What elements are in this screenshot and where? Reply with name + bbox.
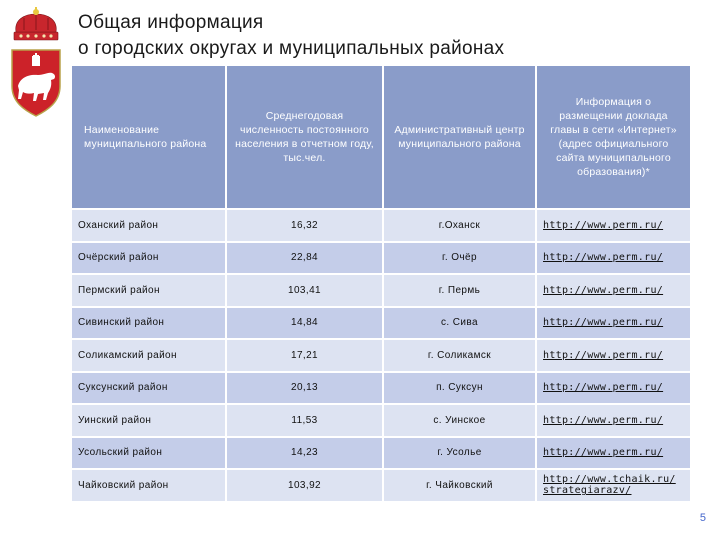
district-name-cell: Соликамский район (72, 339, 226, 372)
population-cell: 22,84 (226, 242, 383, 275)
page-number: 5 (699, 512, 706, 524)
district-name-cell: Усольский район (72, 437, 226, 470)
district-name-cell: Суксунский район (72, 372, 226, 405)
title-line-2: о городских округах и муниципальных районах (78, 38, 505, 59)
admin-center-cell: г. Очёр (383, 242, 536, 275)
admin-center-cell: г. Пермь (383, 274, 536, 307)
website-link[interactable]: http://www.perm.ru/ (543, 414, 664, 426)
district-name-cell: Чайковский район (72, 469, 226, 501)
districts-table (72, 66, 690, 501)
table-row (72, 209, 690, 242)
website-link[interactable]: http://www.tchaik.ru/ strategiarazv/ (543, 474, 676, 497)
website-cell (536, 242, 690, 275)
population-cell: 20,13 (226, 372, 383, 405)
page-title (78, 10, 678, 62)
population-cell: 14,23 (226, 437, 383, 470)
population-cell: 103,41 (226, 274, 383, 307)
district-name-cell: Пермский район (72, 274, 226, 307)
district-name-cell: Уинский район (72, 404, 226, 437)
website-cell (536, 469, 690, 501)
table-header-row (72, 66, 690, 209)
admin-center-cell: с. Сива (383, 307, 536, 340)
table-row (72, 437, 690, 470)
district-name-cell: Очёрский район (72, 242, 226, 275)
population-cell: 103,92 (226, 469, 383, 501)
website-cell (536, 437, 690, 470)
website-cell (536, 372, 690, 405)
admin-center-cell: г. Усолье (383, 437, 536, 470)
table-row (72, 339, 690, 372)
admin-center-cell: г.Оханск (383, 209, 536, 242)
website-cell (536, 209, 690, 242)
column-header-population: Среднегодовая численность постоянного населения в отчетном году, тыс.чел. (226, 66, 383, 209)
admin-center-cell: с. Уинское (383, 404, 536, 437)
website-cell (536, 307, 690, 340)
website-link[interactable]: http://www.perm.ru/ (543, 349, 664, 361)
admin-center-cell: п. Суксун (383, 372, 536, 405)
population-cell: 11,53 (226, 404, 383, 437)
column-header-website: Информация о размещении доклада главы в сети «Интернет» (адрес официального сайта муниципального образования)* (536, 66, 690, 209)
website-cell (536, 404, 690, 437)
website-link[interactable]: http://www.perm.ru/ (543, 447, 664, 459)
table-row (72, 372, 690, 405)
district-name-cell: Оханский район (72, 209, 226, 242)
website-link[interactable]: http://www.perm.ru/ (543, 252, 664, 264)
website-link[interactable]: http://www.perm.ru/ (543, 317, 664, 329)
website-cell (536, 274, 690, 307)
admin-center-cell: г. Соликамск (383, 339, 536, 372)
perm-coat-of-arms-icon (6, 6, 66, 118)
column-header-name: Наименование муниципального района (72, 66, 226, 209)
table-row (72, 469, 690, 501)
district-name-cell: Сивинский район (72, 307, 226, 340)
table-row (72, 274, 690, 307)
table-row (72, 307, 690, 340)
title-line-1: Общая информация (78, 12, 264, 33)
website-link[interactable]: http://www.perm.ru/ (543, 284, 664, 296)
table-row (72, 242, 690, 275)
website-link[interactable]: http://www.perm.ru/ (543, 219, 664, 231)
admin-center-cell: г. Чайковский (383, 469, 536, 501)
population-cell: 14,84 (226, 307, 383, 340)
table-body (72, 209, 690, 501)
website-link[interactable]: http://www.perm.ru/ (543, 382, 664, 394)
population-cell: 16,32 (226, 209, 383, 242)
website-cell (536, 339, 690, 372)
column-header-center: Административный центр муниципального района (383, 66, 536, 209)
table-row (72, 404, 690, 437)
population-cell: 17,21 (226, 339, 383, 372)
